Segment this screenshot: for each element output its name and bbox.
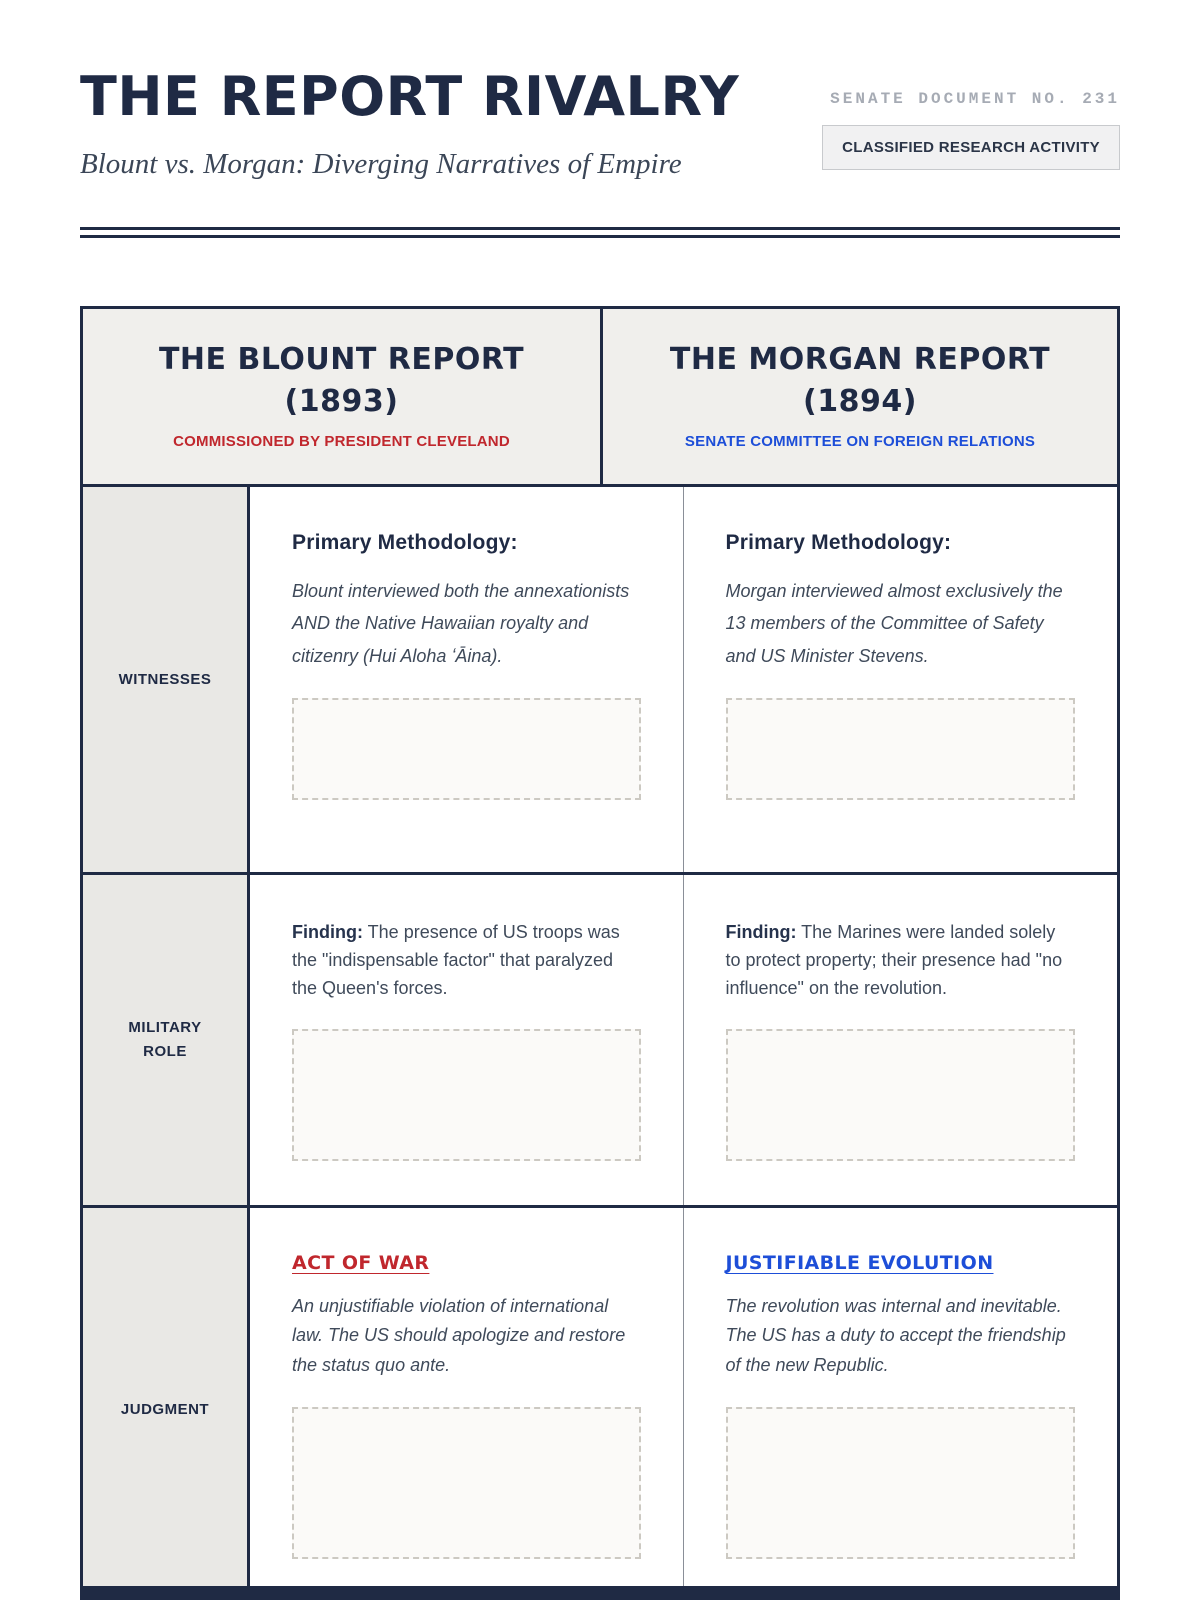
blount-finding-label: Finding: [292, 922, 363, 942]
judgment-blount-cell [250, 1208, 684, 1600]
blount-methodology-heading: Primary Methodology: [292, 531, 518, 554]
row-label-military-role: MILITARY ROLE [83, 875, 250, 1205]
blount-finding-body: The presence of US troops was the "indispensable factor" that paralyzed the Queen's forces. [292, 922, 620, 998]
morgan-verdict-text: The revolution was internal and inevitable. The US has a duty to accept the friendship of the new Republic. [725, 1295, 1066, 1376]
blount-report-header [83, 309, 600, 484]
answer-box-judgment-morgan[interactable] [726, 1407, 1076, 1559]
morgan-verdict-heading: JUSTIFIABLE EVOLUTION [725, 1251, 994, 1274]
answer-box-military-blount[interactable] [292, 1029, 641, 1161]
morgan-finding-label: Finding: [725, 922, 797, 942]
blount-verdict-heading: ACT OF WAR [292, 1251, 430, 1274]
morgan-finding-body: The Marines were landed solely to protect property; their presence had "no influence" on the revolution. [725, 922, 1063, 998]
page-title: THE REPORT RIVALRY [80, 65, 740, 128]
judgment-morgan-cell [684, 1208, 1118, 1600]
table-row-military-role [83, 875, 1117, 1208]
witnesses-morgan-cell [684, 487, 1118, 872]
row-label-witnesses: WITNESSES [83, 487, 250, 872]
military-morgan-cell [684, 875, 1118, 1205]
answer-box-witnesses-morgan[interactable] [726, 698, 1076, 800]
morgan-report-commission: SENATE COMMITTEE ON FOREIGN RELATIONS [684, 433, 1036, 450]
header-divider [80, 227, 1120, 238]
witnesses-blount-cell [250, 487, 684, 872]
document-number: SENATE DOCUMENT NO. 231 [830, 90, 1120, 108]
morgan-report-title: THE MORGAN REPORT [669, 342, 1051, 377]
morgan-methodology-heading: Primary Methodology: [725, 531, 952, 554]
morgan-methodology-text: Morgan interviewed almost exclusively the 13 members of the Committee of Safety and US Minister Stevens. [725, 581, 1063, 666]
blount-report-commission: COMMISSIONED BY PRESIDENT CLEVELAND [173, 433, 510, 450]
page-header [80, 65, 1120, 181]
blount-methodology-text: Blount interviewed both the annexationists AND the Native Hawaiian royalty and citizenry (Hui Aloha ʻĀina). [292, 581, 630, 666]
morgan-report-year: (1894) [803, 384, 917, 419]
table-header-row [83, 309, 1117, 487]
morgan-report-header [600, 309, 1117, 484]
classified-research-badge[interactable]: CLASSIFIED RESEARCH ACTIVITY [822, 125, 1120, 170]
page-subtitle: Blount vs. Morgan: Diverging Narratives of Empire [80, 148, 682, 180]
blount-report-year: (1893) [284, 384, 399, 419]
comparison-table [80, 306, 1120, 1600]
answer-box-military-morgan[interactable] [726, 1029, 1076, 1161]
blount-verdict-text: An unjustifiable violation of international law. The US should apologize and restore the status quo ante. [292, 1295, 626, 1376]
blount-report-title: THE BLOUNT REPORT [158, 342, 525, 377]
header-title-block [80, 65, 822, 181]
footer-section-bar [80, 1586, 1120, 1600]
table-row-judgment [83, 1208, 1117, 1600]
row-label-judgment: JUDGMENT [83, 1208, 250, 1600]
answer-box-witnesses-blount[interactable] [292, 698, 641, 800]
blount-finding-text [292, 919, 641, 1003]
header-meta-block [822, 70, 1120, 170]
military-blount-cell [250, 875, 684, 1205]
table-row-witnesses [83, 487, 1117, 875]
morgan-finding-text [726, 919, 1076, 1003]
answer-box-judgment-blount[interactable] [292, 1407, 641, 1559]
